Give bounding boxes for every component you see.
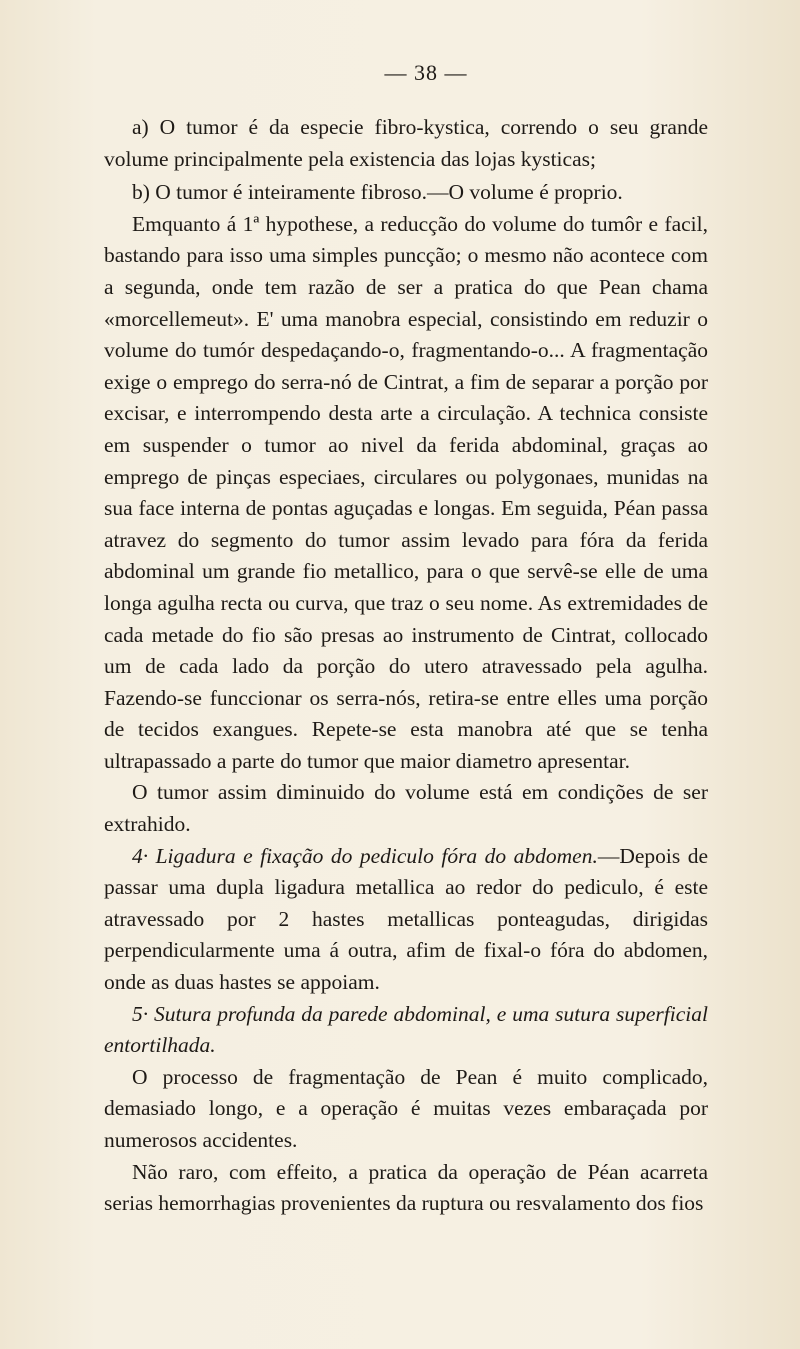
paragraph-first-hypothesis: Emquanto á 1ª hypothese, a reducção do volume do tumôr e facil, bastando para isso uma simples puncção; o mesmo não acontece com a segunda, onde tem razão de ser a pratica do que Pean chama «morcellemeut». E' uma manobra especial, consistindo em reduzir o volume do tumór despedaçando-o, fragmentando-o... A fragmentação exige o emprego do serra-nó de Cintrat, a fim de separar a porção por excisar, e interrompendo desta arte a circulação. A technica consiste em suspender o tumor ao nivel da ferida abdominal, graças ao emprego de pinças especiaes, circulares ou polygonaes, munidas na sua face interna de pontas aguçadas e longas. Em seguida, Péan passa atravez do segmento do tumor assim levado para fóra da ferida abdominal um grande fio metallico, para o que servê-se elle de uma longa agulha recta ou curva, que traz o seu nome. As extremidades de cada metade do fio são presas ao instrumento de Cintrat, collocado um de cada lado da porção do utero atravessado pela agulha. Fazendo-se funccionar os serra-nós, retira-se entre elles uma porção de tecidos exangues. Repete-se esta manobra até que se tenha ultrapassado a parte do tumor que maior diametro apresentar. <box>104 211 708 773</box>
section-4-heading: 4· Ligadura e fixação do pediculo fóra do abdomen. <box>132 843 598 868</box>
section-5-heading: 5· Sutura profunda da parede abdominal, e uma sutura superficial entortilhada. <box>104 1001 708 1058</box>
section-4-body: —Depois de passar uma dupla ligadura metallica ao redor do pediculo, é este atravessado por 2 hastes metallicas ponteagudas, dirigidas perpendicularmente uma á outra, afim de fixal-o fóra do abdomen, onde as duas hastes se appoiam. <box>104 843 708 995</box>
paragraph-a: a) O tumor é da especie fibro-kystica, correndo o seu grande volume principalmente pela existencia das lojas kysticas; <box>104 115 708 171</box>
section-5 <box>104 999 708 1062</box>
paragraph-closing-2: Não raro, com effeito, a pratica da operação de Péan acarreta serias hemorrhagias provenientes da ruptura ou resvalamento dos fios <box>104 1159 708 1216</box>
paragraph-b: b) O tumor é inteiramente fibroso.—O volume é proprio. <box>132 180 623 205</box>
page-number: — 38 — <box>384 60 468 85</box>
paragraph-extraction: O tumor assim diminuido do volume está em condições de ser extrahido. <box>104 780 708 837</box>
paragraph-closing-1: O processo de fragmentação de Pean é muito complicado, demasiado longo, e a operação é muitas vezes embaraçada por numerosos accidentes. <box>104 1064 708 1152</box>
section-4 <box>104 841 708 999</box>
